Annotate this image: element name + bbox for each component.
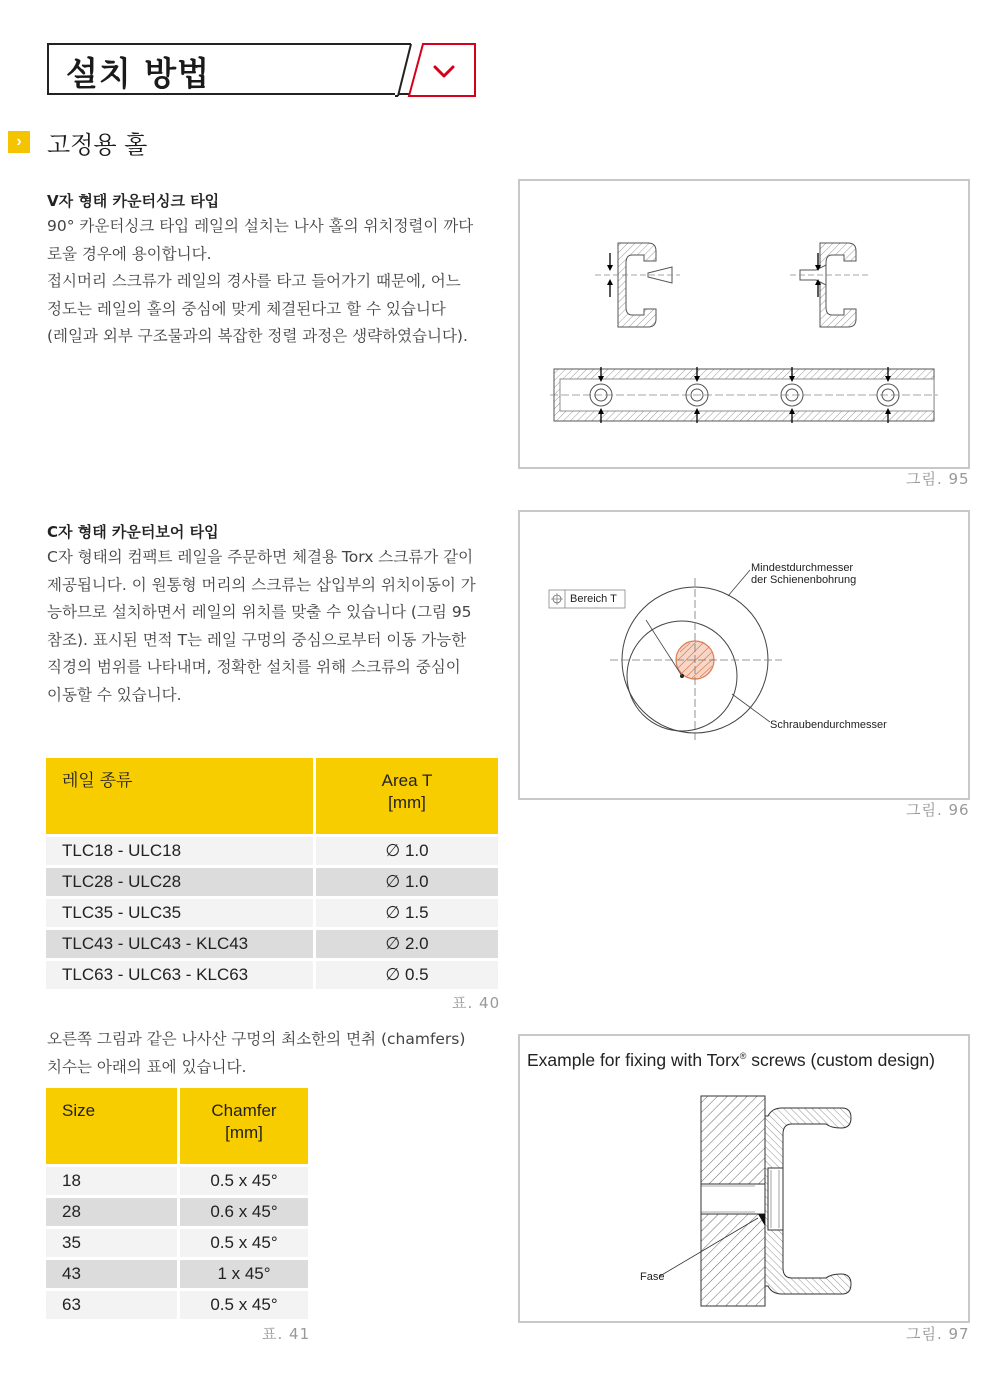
table-row: [46, 1291, 308, 1322]
v-type-paragraph: [47, 213, 499, 351]
cell: TLC43 - ULC43 - KLC43: [46, 930, 313, 961]
figure-97-caption: 그림. 97: [906, 1325, 970, 1343]
cell: ∅ 2.0: [313, 930, 498, 961]
cell: 0.5 x 45°: [177, 1229, 308, 1260]
column-header: Chamfer [mm]: [177, 1088, 308, 1167]
cell: 0.5 x 45°: [177, 1167, 308, 1198]
text-line: (레일과 외부 구조물과의 복잡한 정렬 과정은 생략하였습니다).: [47, 327, 468, 345]
bereich-t-label: Bereich T: [570, 593, 617, 605]
fase-label: Fase: [640, 1271, 665, 1283]
chevron-down-icon[interactable]: [430, 62, 458, 82]
text-line: 참조). 표시된 면적 T는 레일 구멍의 중심으로부터 이동 가능한: [47, 630, 467, 649]
table-row: [46, 837, 498, 868]
text-line: 능하므로 설치하면서 레일의 위치를 맞출 수 있습니다 (그림 95: [47, 603, 472, 621]
column-header: Size: [46, 1088, 177, 1167]
table-header-row: [46, 1088, 308, 1167]
section-title: 고정용 홀: [47, 131, 148, 159]
cell: TLC63 - ULC63 - KLC63: [46, 961, 313, 992]
text-line: 제공됩니다. 이 원통형 머리의 스크류는 삽입부의 위치이동이 가: [47, 575, 476, 594]
page-title: 설치 방법: [66, 54, 211, 93]
figure-96: [518, 510, 970, 800]
text-line: 정도는 레일의 홀의 중심에 맞게 체결된다고 할 수 있습니다: [47, 299, 446, 318]
text-line: 직경의 범위를 나타내며, 정확한 설치를 위해 스크류의 중심이: [47, 658, 461, 676]
table-header-row: [46, 758, 498, 837]
cell: 28: [46, 1198, 177, 1229]
cell: 43: [46, 1260, 177, 1291]
cell: TLC35 - ULC35: [46, 899, 313, 930]
text-line: 90° 카운터싱크 타입 레일의 설치는 나사 홀의 위치정렬이 까다: [47, 217, 474, 235]
table-41-caption: 표. 41: [262, 1325, 311, 1343]
cell: 35: [46, 1229, 177, 1260]
c-type-heading: C자 형태 카운터보어 타입: [47, 523, 219, 541]
registered-mark: ®: [739, 1051, 747, 1062]
column-header: Area T [mm]: [313, 758, 498, 837]
cell: 63: [46, 1291, 177, 1322]
table-row: [46, 899, 498, 930]
section-arrow-icon: ›: [8, 131, 30, 153]
figure-96-drawing: [520, 512, 968, 798]
table-40: [46, 758, 498, 992]
mindest-label-line-1: Mindestdurchmesser: [751, 562, 854, 574]
cell: 18: [46, 1167, 177, 1198]
figure-95: [518, 179, 970, 469]
cell: ∅ 1.0: [313, 868, 498, 899]
text-line: 로울 경우에 용이합니다.: [47, 244, 212, 263]
figure-97: [518, 1034, 970, 1323]
column-header: 레일 종류: [46, 758, 313, 837]
figure-96-caption: 그림. 96: [906, 801, 970, 819]
figure-97-drawing: [520, 1036, 968, 1321]
figure-95-caption: 그림. 95: [906, 470, 970, 488]
text-line: 치수는 아래의 표에 있습니다.: [47, 1057, 247, 1076]
table-41: [46, 1088, 308, 1322]
table-row: [46, 868, 498, 899]
chamfer-paragraph: [47, 1026, 499, 1081]
cell: 0.6 x 45°: [177, 1198, 308, 1229]
cell: ∅ 0.5: [313, 961, 498, 992]
v-type-heading: V자 형태 카운터싱크 타입: [47, 192, 220, 210]
table-row: [46, 1260, 308, 1291]
cell: TLC18 - ULC18: [46, 837, 313, 868]
table-row: [46, 1229, 308, 1260]
table-40-caption: 표. 40: [452, 994, 501, 1012]
table-row: [46, 961, 498, 992]
figure-95-drawing: [520, 181, 968, 467]
schrauben-label: Schraubendurchmesser: [770, 719, 887, 731]
cell: ∅ 1.0: [313, 837, 498, 868]
text-line: C자 형태의 컴팩트 레일을 주문하면 체결용 Torx 스크류가 같이: [47, 548, 474, 566]
table-row: [46, 930, 498, 961]
table-row: [46, 1198, 308, 1229]
mindest-label: [751, 562, 856, 586]
table-row: [46, 1167, 308, 1198]
cell: ∅ 1.5: [313, 899, 498, 930]
text-line: 접시머리 스크류가 레일의 경사를 타고 들어가기 때문에, 어느: [47, 272, 461, 290]
cell: TLC28 - ULC28: [46, 868, 313, 899]
text-line: 이동할 수 있습니다.: [47, 685, 182, 704]
cell: 0.5 x 45°: [177, 1291, 308, 1322]
c-type-paragraph: [47, 544, 499, 709]
text-line: 오른쪽 그림과 같은 나사산 구멍의 최소한의 면취 (chamfers): [47, 1030, 466, 1048]
cell: 1 x 45°: [177, 1260, 308, 1291]
mindest-label-line-2: der Schienenbohrung: [751, 574, 857, 586]
figure-97-title-text: screws (custom design): [746, 1050, 935, 1070]
figure-97-title-text: Example for fixing with Torx: [527, 1050, 740, 1070]
